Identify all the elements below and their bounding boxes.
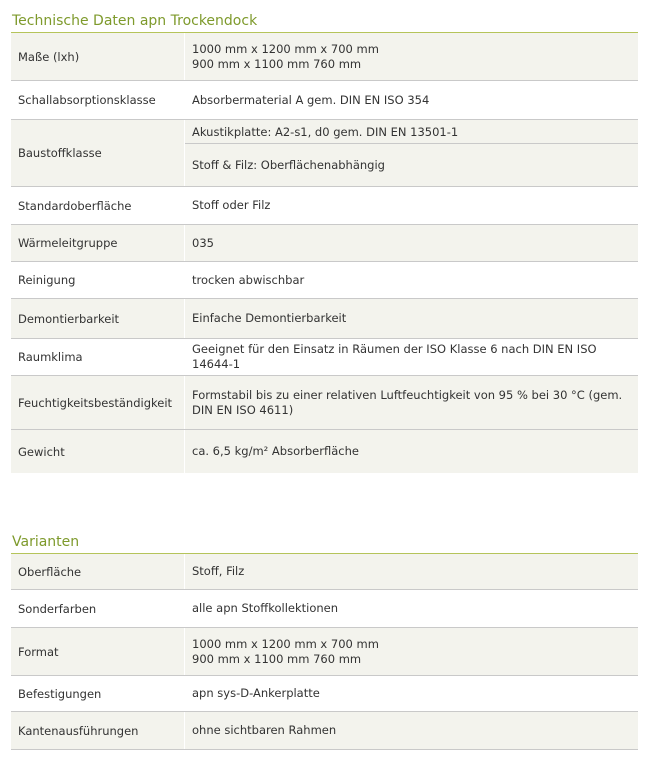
- value-line: Stoff, Filz: [192, 564, 245, 578]
- row-value: [185, 712, 638, 749]
- value-line: 900 mm x 1100 mm 760 mm: [192, 651, 362, 666]
- tech-table: [11, 33, 638, 473]
- value-line: Stoff oder Filz: [192, 198, 271, 212]
- tech-section: [11, 10, 638, 473]
- table-row: [11, 376, 638, 430]
- value-line: 035: [192, 235, 214, 250]
- table-row: [11, 554, 638, 590]
- table-row: [11, 676, 638, 712]
- row-label: Kantenausführungen: [11, 712, 185, 749]
- row-value: [185, 299, 638, 338]
- row-label: Gewicht: [11, 430, 185, 473]
- row-value: [185, 33, 638, 80]
- value-line: 1000 mm x 1200 mm x 700 mm: [192, 636, 379, 651]
- row-value: [185, 628, 638, 675]
- variants-section-title: Varianten: [11, 531, 638, 554]
- value-line: alle apn Stoffkollektionen: [192, 601, 339, 615]
- row-label: Baustoffklasse: [11, 120, 185, 186]
- table-row: [11, 187, 638, 225]
- value-line: Einfache Demontierbarkeit: [192, 311, 347, 325]
- row-label: Demontierbarkeit: [11, 299, 185, 338]
- value-line: 900 mm x 1100 mm 760 mm: [192, 56, 362, 71]
- table-row: [11, 590, 638, 628]
- row-value: [185, 339, 638, 375]
- row-label: Feuchtigkeitsbeständigkeit: [11, 376, 185, 429]
- row-label: Format: [11, 628, 185, 675]
- row-value: [185, 187, 638, 224]
- table-row: [11, 81, 638, 120]
- row-label: Oberfläche: [11, 554, 185, 589]
- row-value: [185, 376, 638, 429]
- row-value: [185, 676, 638, 711]
- table-row: [11, 120, 638, 187]
- table-row: [11, 430, 638, 473]
- row-label: Befestigungen: [11, 676, 185, 711]
- row-value: [185, 554, 638, 589]
- tech-section-title: Technische Daten apn Trockendock: [11, 10, 638, 33]
- table-row: [11, 225, 638, 262]
- row-value: [185, 120, 638, 186]
- row-label: Wärmeleitgruppe: [11, 225, 185, 261]
- row-label: Reinigung: [11, 262, 185, 298]
- value-sub: Stoff & Filz: Oberflächenabhängig: [185, 143, 638, 186]
- value-line: ca. 6,5 kg/m² Absorberfläche: [192, 444, 359, 458]
- row-value: [185, 225, 638, 261]
- table-row: [11, 262, 638, 299]
- row-label: Maße (lxh): [11, 33, 185, 80]
- value-line: apn sys-D-Ankerplatte: [192, 686, 320, 700]
- row-label: Sonderfarben: [11, 590, 185, 627]
- table-row: [11, 339, 638, 376]
- value-line: trocken abwischbar: [192, 272, 305, 287]
- variants-table: [11, 554, 638, 750]
- row-label: Schallabsorptionsklasse: [11, 81, 185, 119]
- row-value: [185, 590, 638, 627]
- table-row: [11, 712, 638, 750]
- row-label: Raumklima: [11, 339, 185, 375]
- table-row: [11, 628, 638, 676]
- row-value: [185, 81, 638, 119]
- value-line: Absorbermaterial A gem. DIN EN ISO 354: [192, 92, 430, 107]
- value-sub: Akustikplatte: A2-s1, d0 gem. DIN EN 13501-1: [192, 124, 459, 139]
- variants-section: [11, 531, 638, 750]
- row-label: Standardoberfläche: [11, 187, 185, 224]
- value-line: ohne sichtbaren Rahmen: [192, 723, 337, 737]
- value-line: Formstabil bis zu einer relativen Luftfeuchtigkeit von 95 % bei 30 °C (gem. DIN EN ISO 4611): [192, 387, 623, 417]
- value-line: Geeignet für den Einsatz in Räumen der ISO Klasse 6 nach DIN EN ISO 14644-1: [192, 342, 597, 371]
- row-value: [185, 430, 638, 473]
- table-row: [11, 33, 638, 81]
- row-value: [185, 262, 638, 298]
- table-row: [11, 299, 638, 339]
- value-line: 1000 mm x 1200 mm x 700 mm: [192, 41, 379, 56]
